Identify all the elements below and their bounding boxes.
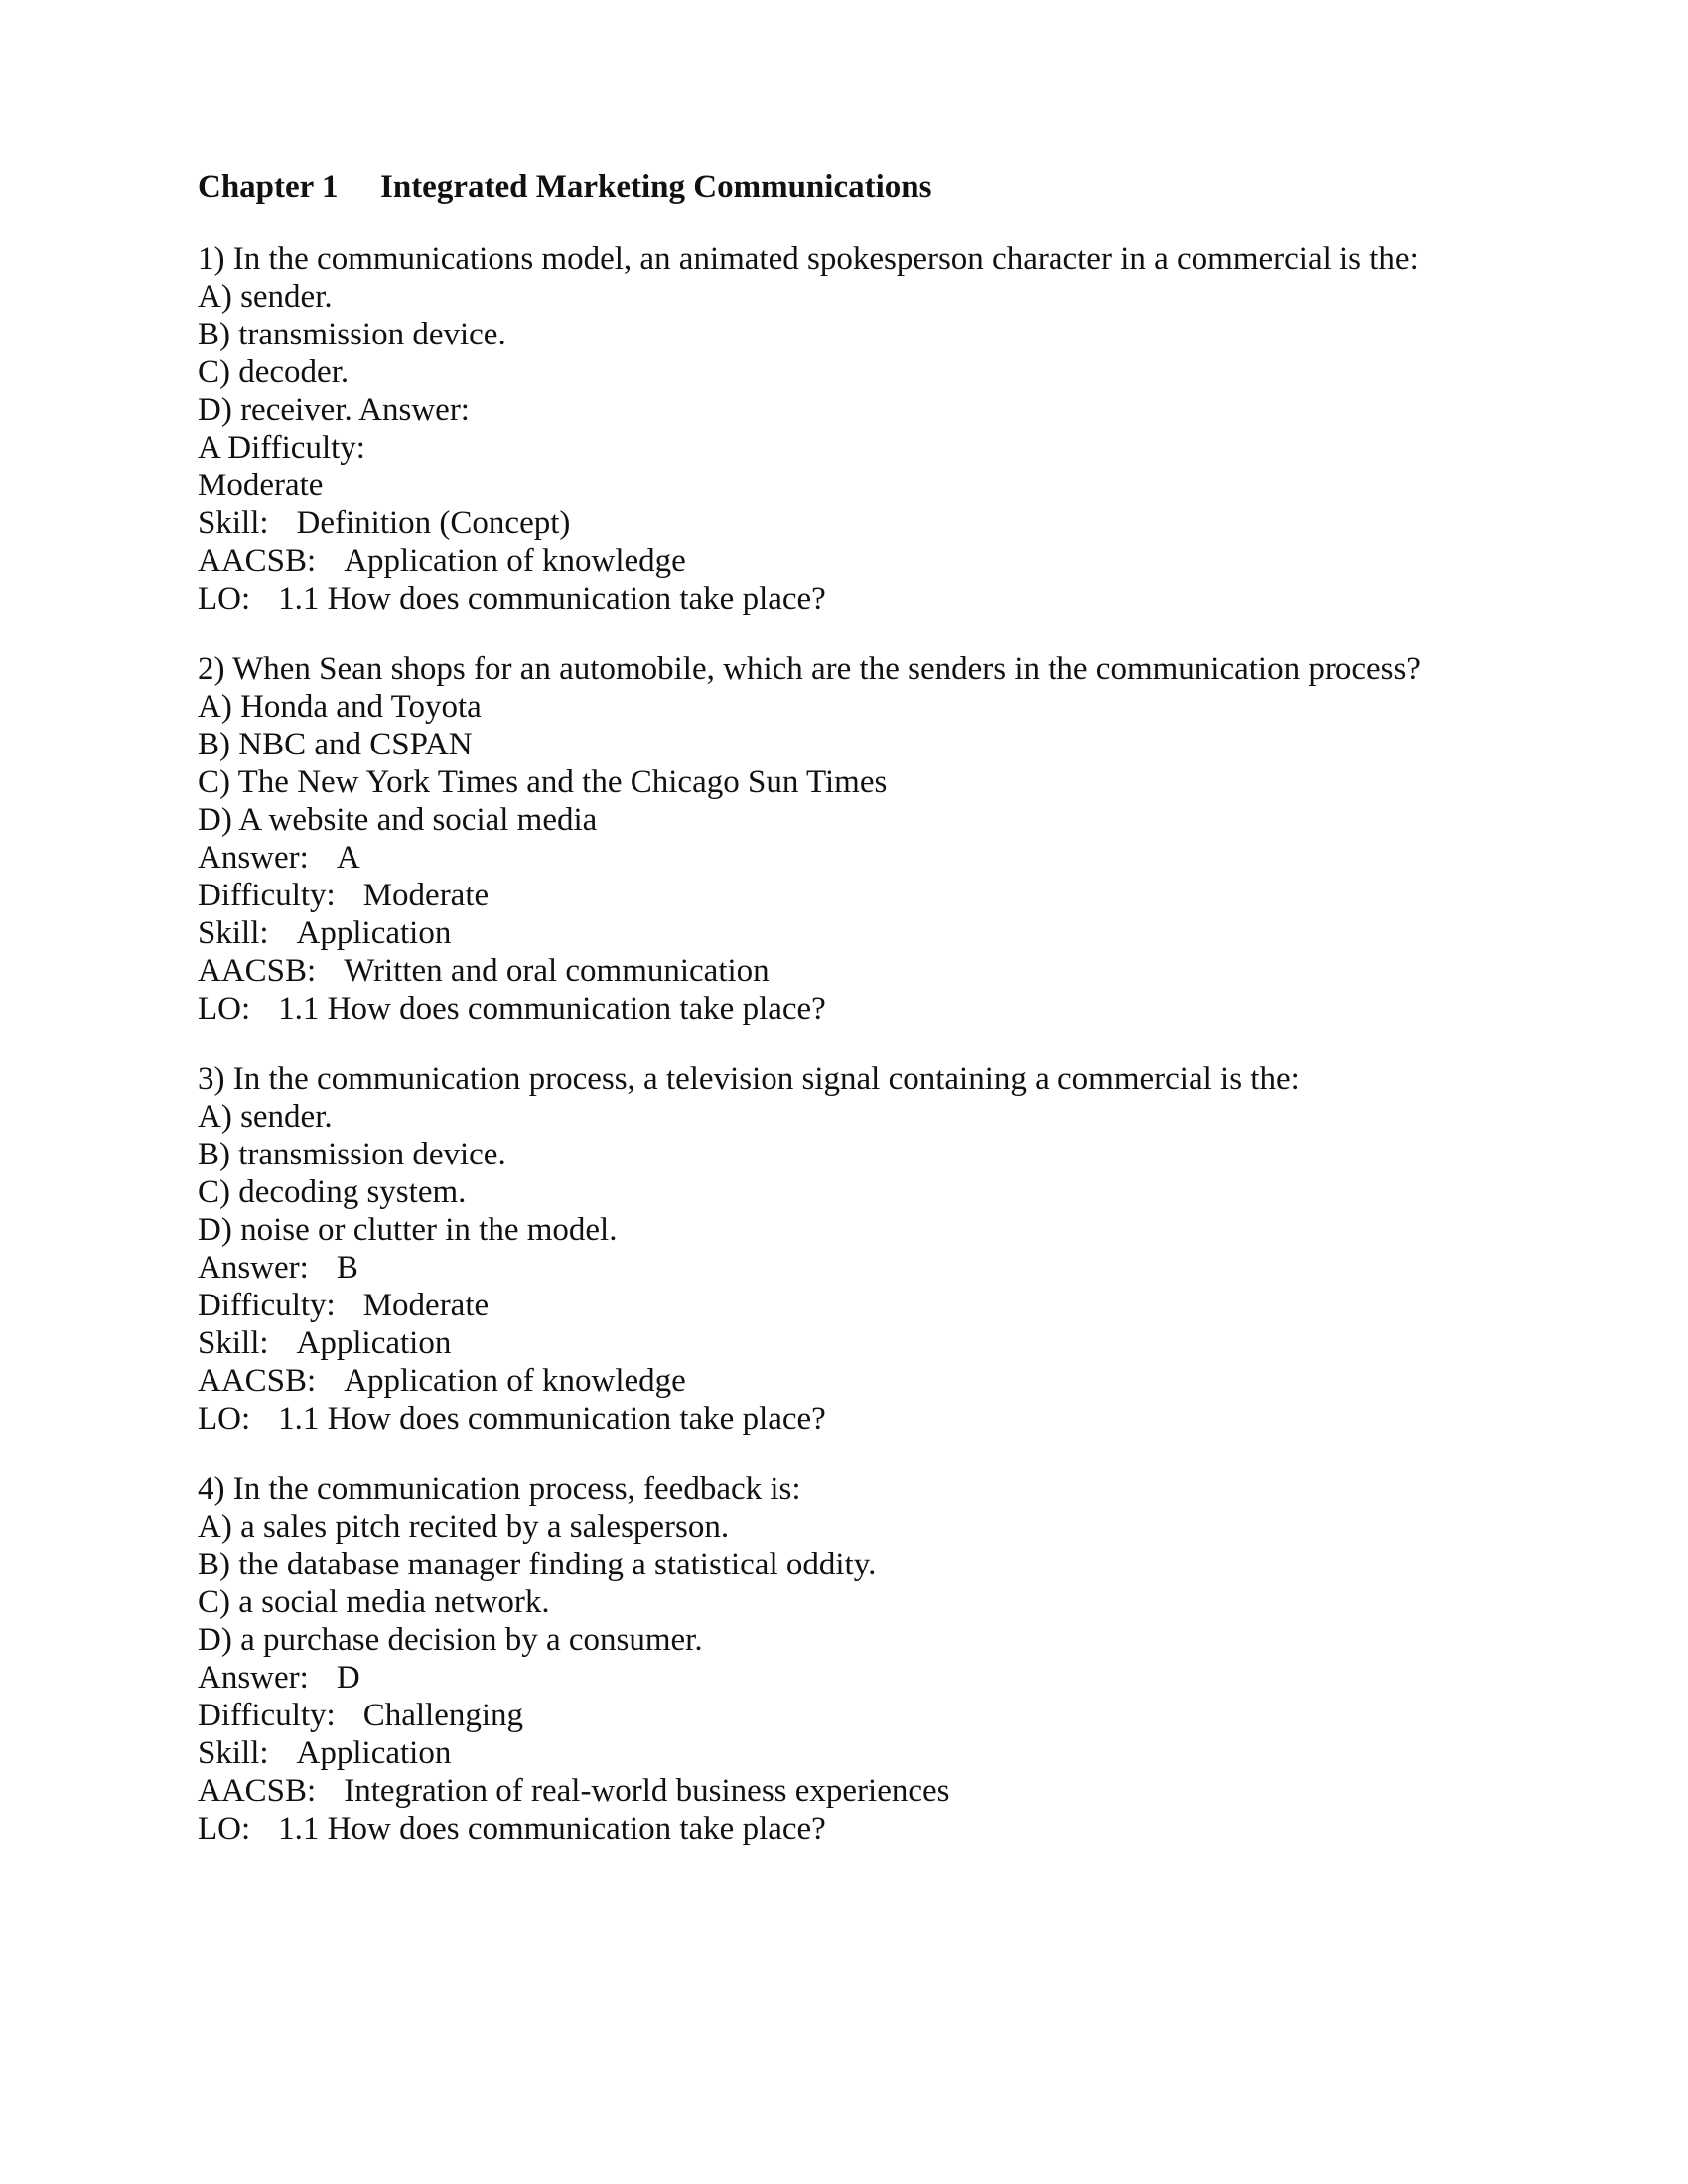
- lo-label: LO:: [198, 1811, 251, 1846]
- answer-label: Answer:: [198, 1660, 309, 1696]
- chapter-number: Chapter 1: [198, 169, 339, 205]
- question-2-answer: [198, 839, 1518, 877]
- question-4-option-a: A) a sales pitch recited by a salesperson.: [198, 1509, 730, 1545]
- question-1-stem: 1) In the communications model, an animated spokesperson character in a commercial is the:: [198, 241, 1419, 277]
- aacsb-label: AACSB:: [198, 953, 317, 989]
- question-2-option-c: C) The New York Times and the Chicago Sun Times: [198, 764, 888, 800]
- question-2-option-a: A) Honda and Toyota: [198, 689, 482, 725]
- skill-label: Skill:: [198, 1735, 269, 1771]
- question-2-skill: [198, 914, 1518, 952]
- question-2-option-b: B) NBC and CSPAN: [198, 727, 473, 762]
- aacsb-value: Written and oral communication: [344, 953, 770, 989]
- lo-label: LO:: [198, 1401, 251, 1436]
- question-3-answer: [198, 1249, 1518, 1287]
- skill-value: Application: [296, 1325, 452, 1361]
- skill-label: Skill:: [198, 1325, 269, 1361]
- chapter-heading: [198, 167, 1518, 206]
- question-1-difficulty-line: Moderate: [198, 468, 324, 503]
- lo-value: 1.1 How does communication take place?: [278, 1811, 826, 1846]
- lo-value: 1.1 How does communication take place?: [278, 581, 826, 616]
- difficulty-value: Challenging: [362, 1698, 524, 1733]
- question-1-answer-line: A Difficulty:: [198, 430, 365, 466]
- question-3-option-b: B) transmission device.: [198, 1137, 506, 1172]
- question-3: [198, 1060, 1518, 1437]
- question-1-skill: [198, 504, 1518, 542]
- question-2-option-d: D) A website and social media: [198, 802, 598, 838]
- question-3-skill: [198, 1324, 1518, 1362]
- page-content: [198, 167, 1518, 1847]
- question-1-option-b: B) transmission device.: [198, 317, 506, 352]
- answer-value: B: [336, 1250, 358, 1286]
- question-3-option-d: D) noise or clutter in the model.: [198, 1212, 618, 1248]
- aacsb-value: Application of knowledge: [344, 543, 686, 579]
- question-4-answer: [198, 1659, 1518, 1697]
- skill-label: Skill:: [198, 915, 269, 951]
- difficulty-label: Difficulty:: [198, 1698, 336, 1733]
- aacsb-label: AACSB:: [198, 1363, 317, 1399]
- question-3-aacsb: [198, 1362, 1518, 1400]
- skill-label: Skill:: [198, 505, 269, 541]
- difficulty-label: Difficulty:: [198, 878, 336, 913]
- question-2: [198, 650, 1518, 1027]
- lo-label: LO:: [198, 581, 251, 616]
- question-3-difficulty: [198, 1287, 1518, 1324]
- question-4-difficulty: [198, 1697, 1518, 1734]
- aacsb-value: Application of knowledge: [344, 1363, 686, 1399]
- question-1-lo: [198, 580, 1518, 617]
- chapter-title: Integrated Marketing Communications: [380, 169, 932, 205]
- question-4-option-b: B) the database manager finding a statistical oddity.: [198, 1547, 877, 1582]
- question-3-stem: 3) In the communication process, a television signal containing a commercial is the:: [198, 1061, 1300, 1097]
- skill-value: Application: [296, 915, 452, 951]
- answer-label: Answer:: [198, 840, 309, 876]
- difficulty-value: Moderate: [362, 1288, 490, 1323]
- difficulty-label: Difficulty:: [198, 1288, 336, 1323]
- question-4-aacsb: [198, 1772, 1518, 1810]
- question-3-option-a: A) sender.: [198, 1099, 333, 1135]
- question-3-option-c: C) decoding system.: [198, 1174, 467, 1210]
- question-1-aacsb: [198, 542, 1518, 580]
- aacsb-label: AACSB:: [198, 1773, 317, 1809]
- answer-value: D: [336, 1660, 360, 1696]
- aacsb-label: AACSB:: [198, 543, 317, 579]
- skill-value: Definition (Concept): [296, 505, 571, 541]
- question-4: [198, 1470, 1518, 1847]
- aacsb-value: Integration of real-world business experiences: [344, 1773, 950, 1809]
- question-4-option-c: C) a social media network.: [198, 1584, 550, 1620]
- question-1-option-a: A) sender.: [198, 279, 333, 315]
- question-1-option-d: D) receiver. Answer:: [198, 392, 470, 428]
- answer-label: Answer:: [198, 1250, 309, 1286]
- question-4-option-d: D) a purchase decision by a consumer.: [198, 1622, 703, 1658]
- question-4-lo: [198, 1810, 1518, 1847]
- lo-label: LO:: [198, 991, 251, 1026]
- question-2-difficulty: [198, 877, 1518, 914]
- lo-value: 1.1 How does communication take place?: [278, 1401, 826, 1436]
- question-2-stem: 2) When Sean shops for an automobile, which are the senders in the communication process?: [198, 651, 1421, 687]
- question-1-option-c: C) decoder.: [198, 354, 350, 390]
- question-3-lo: [198, 1400, 1518, 1437]
- lo-value: 1.1 How does communication take place?: [278, 991, 826, 1026]
- question-1: [198, 240, 1518, 617]
- difficulty-value: Moderate: [362, 878, 490, 913]
- question-4-skill: [198, 1734, 1518, 1772]
- question-2-aacsb: [198, 952, 1518, 990]
- question-4-stem: 4) In the communication process, feedback is:: [198, 1471, 801, 1507]
- skill-value: Application: [296, 1735, 452, 1771]
- answer-value: A: [336, 840, 360, 876]
- question-2-lo: [198, 990, 1518, 1027]
